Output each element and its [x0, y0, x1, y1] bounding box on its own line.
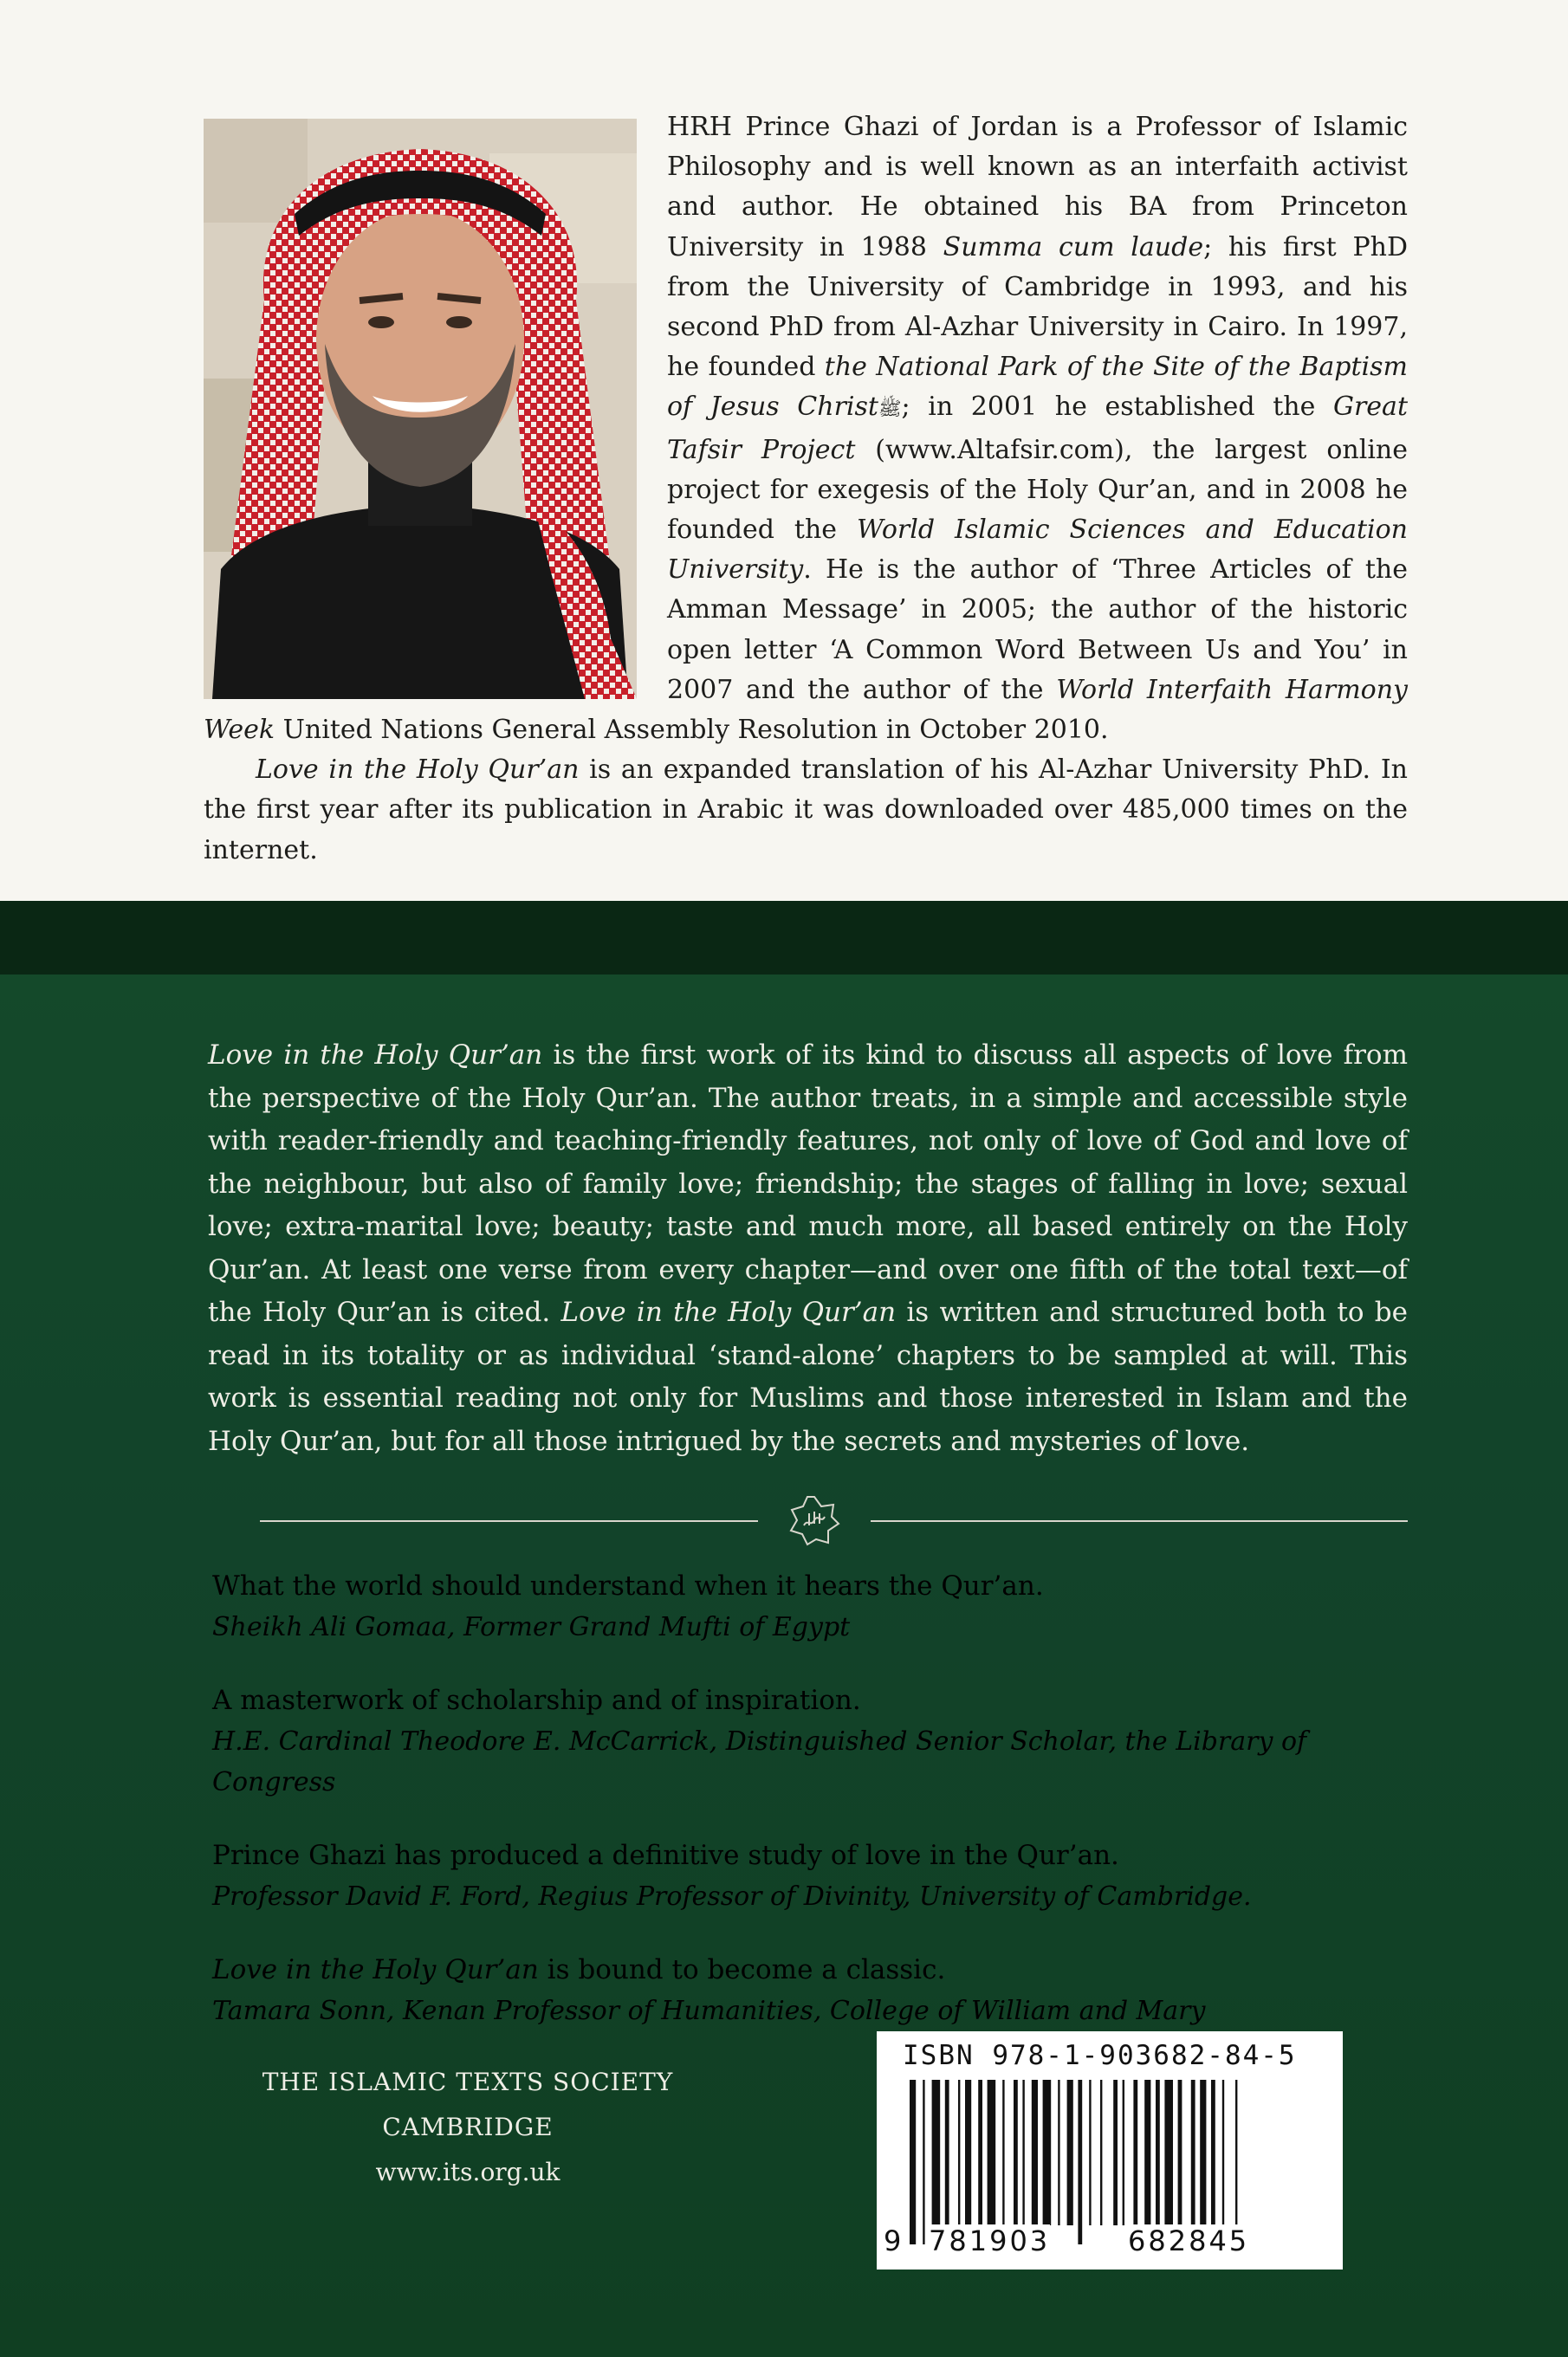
ornament-divider	[260, 1494, 1408, 1546]
endorsement-attribution: Professor David F. Ford, Regius Professor of Divinity, University of Cambridge.	[212, 1881, 1252, 1912]
endorsement-attribution: H.E. Cardinal Theodore E. McCarrick, Distinguished Senior Scholar, the Library of Congress	[212, 1726, 1307, 1797]
author-section	[0, 0, 1568, 901]
endorsement-attribution: Sheikh Ali Gomaa, Former Grand Mufti of Egypt	[212, 1612, 851, 1642]
endorsement: What the world should understand when it hears the Qur’an. Sheikh Ali Gomaa, Former Grand Mufti of Egypt	[212, 1566, 1425, 1648]
barcode-bars	[892, 2080, 1325, 2244]
barcode-digits-left: 781903	[929, 2224, 1051, 2257]
endorsement: Love in the Holy Qur’an is bound to become a classic. Tamara Sonn, Kenan Professor of Humanities, College of William and Mary	[212, 1950, 1425, 2031]
endorsement: A masterwork of scholarship and of inspiration. H.E. Cardinal Theodore E. McCarrick, Distinguished Senior Scholar, the Library of Congress	[212, 1680, 1425, 1803]
publisher-block	[260, 2060, 676, 2195]
endorsements	[212, 1566, 1425, 2064]
publisher-name: THE ISLAMIC TEXTS SOCIETY	[262, 2068, 674, 2096]
calligraphy-emblem-icon	[788, 1494, 840, 1546]
barcode-digits-right: 682845	[1128, 2224, 1250, 2257]
publisher-url: www.its.org.uk	[375, 2158, 560, 2186]
barcode-digit-lead: 9	[884, 2224, 904, 2257]
pbuh-glyph: ﷺ	[878, 398, 902, 421]
endorsement: Prince Ghazi has produced a definitive study of love in the Qur’an. Professor David F. Ford, Regius Professor of Divinity, University of Cambridge.	[212, 1836, 1425, 1917]
author-bio	[204, 107, 1408, 871]
bio-paragraph-2: Love in the Holy Qur’an is an expanded translation of his Al-Azhar University PhD. In the first year after its publication in Arabic it was downloaded over 485,000 times on the internet.	[204, 754, 1408, 865]
isbn-label: ISBN 978-1-903682-84-5	[903, 2040, 1297, 2071]
dark-stripe	[0, 901, 1568, 975]
endorsement-attribution: Tamara Sonn, Kenan Professor of Humanities, College of William and Mary	[212, 1996, 1206, 2026]
isbn-barcode	[877, 2031, 1343, 2270]
book-blurb: Love in the Holy Qur’an is the first work of its kind to discuss all aspects of love from the perspective of the Holy Qur’an. The author treats, in a simple and accessible style with reader-friendly and teaching-friendly features, not only of love of God and love of the neighbour, but also of family love; friendship; the stages of falling in love; sexual love; extra-marital love; beauty; taste and much more, all based entirely on the Holy Qur’an. At least one verse from every chapter—and over one fifth of the total text—of the Holy Qur’an is cited. Love in the Holy Qur’an is written and structured both to be read in its totality or as individual ‘stand-alone’ chapters to be sampled at will. This work is essential reading not only for Muslims and those interested in Islam and the Holy Qur’an, but for all those intrigued by the secrets and mysteries of love.	[208, 1039, 1408, 1457]
bio-paragraph-1: HRH Prince Ghazi of Jordan is a Professor of Islamic Philosophy and is well known as an interfaith activist and author. He obtained his BA from Princeton University in 1988 Summa cum laude; his first PhD from the University of Cambridge in 1993, and his second PhD from Al-Azhar University in Cairo. In 1997, he founded the National Park of the Site of the Baptism of Jesus Christﷺ; in 2001 he established the Great Tafsir Project (www.Altafsir.com), the largest online project for exegesis of the Holy Qur’an, and in 2008 he founded the World Islamic Sciences and Education University. He is the author of ‘Three Articles of the Amman Message’ in 2005; the author of the historic open letter ‘A Common Word Between Us and You’ in 2007 and the author of the World Interfaith Harmony Week United Nations General Assembly Resolution in October 2010.	[204, 112, 1409, 746]
publisher-city: CAMBRIDGE	[382, 2113, 554, 2141]
